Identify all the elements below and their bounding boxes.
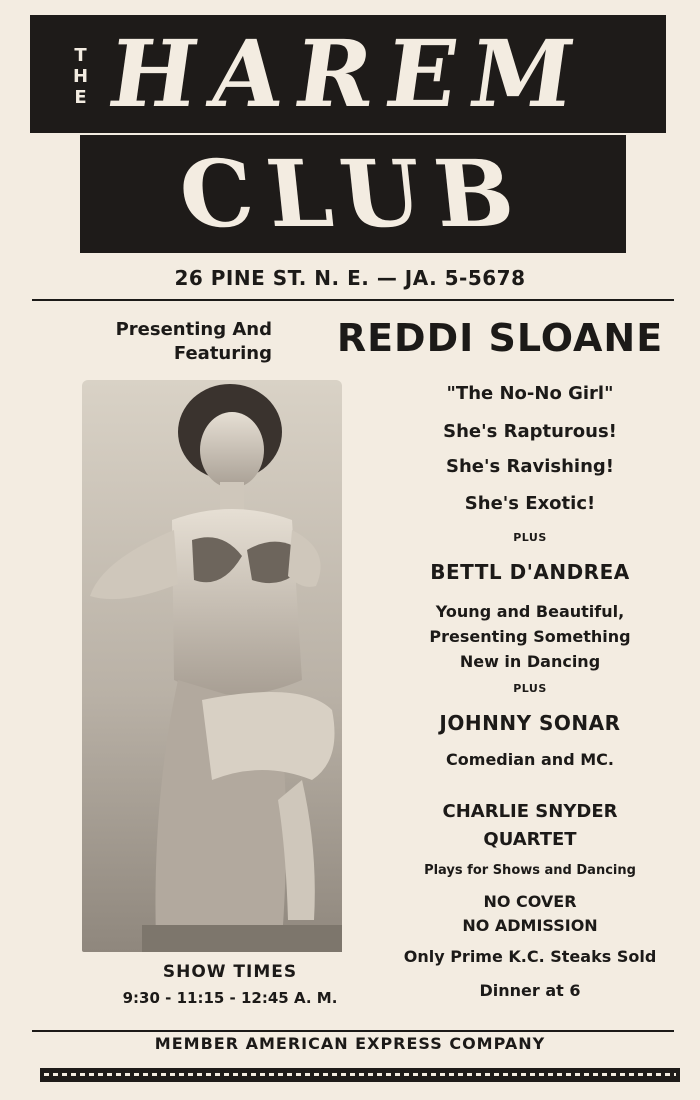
performer-photo — [82, 380, 342, 952]
act3-name: JOHNNY SONAR — [439, 711, 621, 735]
act3-description: Comedian and MC. — [446, 750, 614, 769]
show-times-hours: 9:30 - 11:15 - 12:45 A. M. — [122, 989, 338, 1007]
club-word: CLUB — [173, 140, 533, 248]
show-times-label: SHOW TIMES — [162, 962, 298, 982]
headliner-name: REDDI SLOANE — [336, 316, 664, 360]
presenting-line-2: Featuring — [173, 343, 272, 364]
steaks-notice: Only Prime K.C. Steaks Sold — [403, 947, 657, 966]
divider-top — [32, 299, 674, 301]
notices — [380, 890, 680, 938]
headliner-praise-2: She's Ravishing! — [446, 456, 614, 477]
divider-bottom — [32, 1030, 674, 1032]
headliner-tagline: "The No-No Girl" — [446, 383, 614, 404]
act2-description — [380, 599, 680, 674]
act2-desc-line-1: Young and Beautiful, — [435, 602, 625, 621]
plus-label-1: PLUS — [513, 531, 547, 544]
plus-label-2: PLUS — [513, 682, 547, 695]
decorative-border — [40, 1068, 680, 1082]
the-word: THE — [70, 45, 91, 108]
notice-no-cover: NO COVER — [483, 892, 577, 911]
act4-description: Plays for Shows and Dancing — [424, 863, 636, 878]
club-address: 26 PINE ST. N. E. — JA. 5-5678 — [174, 266, 526, 290]
act4-name — [380, 798, 680, 854]
harem-word: HAREM — [102, 20, 594, 128]
performer-silhouette-icon — [82, 380, 342, 952]
headliner-praise-3: She's Exotic! — [464, 493, 596, 514]
act4-name-line-2: QUARTET — [483, 829, 577, 850]
headliner-praise-1: She's Rapturous! — [443, 421, 617, 442]
dinner-notice: Dinner at 6 — [479, 981, 581, 1000]
act2-desc-line-2: Presenting Something — [429, 627, 631, 646]
act2-name: BETTL D'ANDREA — [430, 560, 630, 584]
club-name-banner-top — [30, 15, 666, 133]
act4-name-line-1: CHARLIE SNYDER — [442, 801, 618, 822]
member-footer: MEMBER AMERICAN EXPRESS COMPANY — [154, 1034, 546, 1053]
presenting-line-1: Presenting And — [115, 319, 272, 340]
club-name-banner-bottom — [80, 135, 626, 253]
presenting-label — [92, 318, 272, 366]
act2-desc-line-3: New in Dancing — [459, 652, 601, 671]
notice-no-admission: NO ADMISSION — [462, 916, 598, 935]
